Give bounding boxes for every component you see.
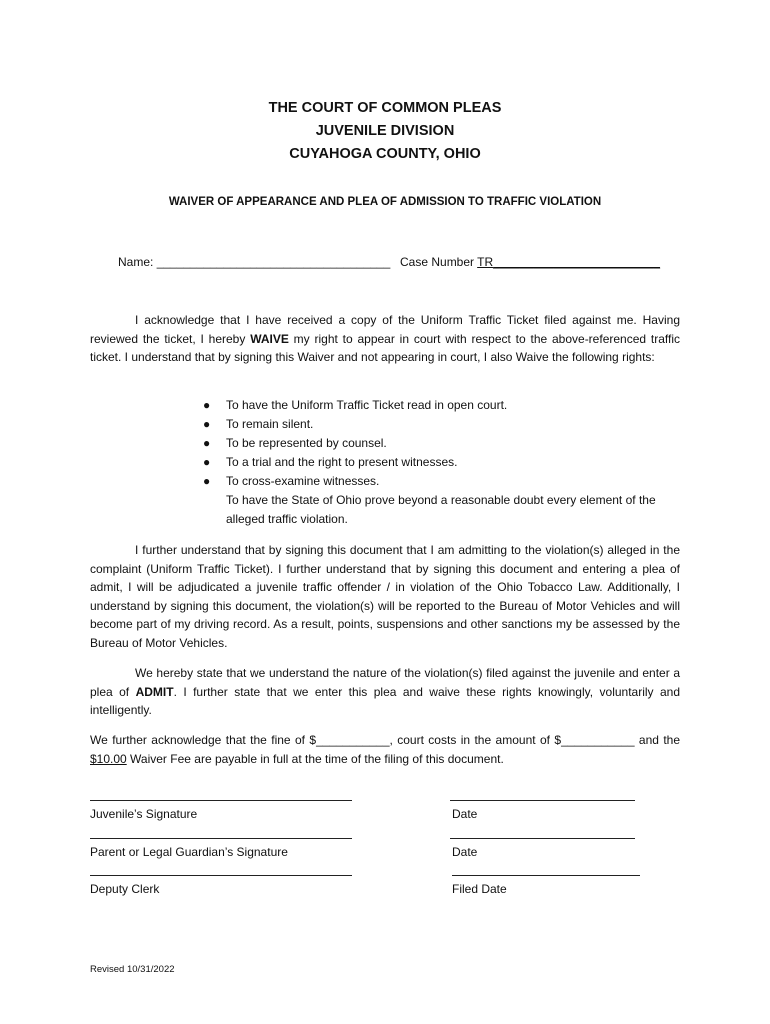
bullet-icon: ● [203,417,211,431]
list-item: ● To have the Uniform Traffic Ticket read in open court. [203,396,673,415]
revision-date: Revised 10/31/2022 [90,964,175,975]
list-item: ● To cross-examine witnesses. [203,472,673,491]
filed-date-label: Filed Date [452,882,507,896]
case-number-field[interactable] [400,255,660,269]
name-field[interactable] [118,255,390,269]
para1-text-a: I acknowledge that I have received a copy of the Uniform Traffic Ticket filed against me. Having reviewed the ticket, I hereby [90,313,680,346]
division-name: JUVENILE DIVISION [315,123,455,139]
bullet-icon: ● [203,455,211,469]
case-number-blank[interactable]: _________________________ [493,255,661,269]
para4-text-a: We further acknowledge that the fine of $___________, court costs in the amount of $___________ and the [90,733,680,747]
bullet-icon: ● [203,398,211,412]
list-item: To have the State of Ohio prove beyond a reasonable doubt every element of the alleged traffic violation. [226,493,656,526]
name-label: Name: [118,255,154,269]
list-item: ● To a trial and the right to present witnesses. [203,453,673,472]
para1-text-b: my right to appear in court with respect to the above-referenced traffic ticket. I understand that by signing this Waiver and not appearing in court, I also Waive the following rights: [90,331,680,365]
filed-date-line[interactable] [452,875,640,876]
date-label-2: Date [452,845,478,859]
juvenile-signature-line[interactable] [90,800,352,801]
case-number-label: Case Number [400,255,475,269]
admission-paragraph: I further understand that by signing this document that I am admitting to the violation(s) alleged in the complaint (Uniform Traffic Ticket). I further understand that by signing this document and entering a plea of admit, I will be adjudicated a juvenile traffic offender / in violation of the Ohio Tobacco Law. Additionally, I understand by signing this document, the violation(s) will be reported to the Bureau of Motor Vehicles and will become part of my driving record. As a result, points, suspensions and other sanctions my be assessed by the Bureau of Motor Vehicles. [90,543,680,650]
guardian-signature-line[interactable] [90,838,352,839]
para3-text-b: . I further state that we enter this plea and waive these rights knowingly, voluntarily and intelligently. [90,684,680,718]
case-number-prefix: TR [477,255,494,269]
para3-text-a: We hereby state that we understand the nature of the violation(s) filed against the juvenile and enter a plea of [90,666,680,699]
juvenile-signature-label: Juvenile’s Signature [90,807,198,821]
para4-text-b: Waiver Fee are payable in full at the time of the filing of this document. [126,751,504,766]
fine-paragraph [90,731,680,768]
para3-admit: ADMIT [135,684,174,699]
court-header [0,97,770,166]
county-name: CUYAHOGA COUNTY, OHIO [289,146,481,162]
deputy-clerk-label: Deputy Clerk [90,882,160,896]
rights-list [203,396,673,529]
waiver-fee-amount: $10.00 [90,751,127,766]
list-item: ● To remain silent. [203,415,673,434]
list-item: ● To be represented by counsel. [203,434,673,453]
guardian-signature-label: Parent or Legal Guardian’s Signature [90,845,288,859]
bullet-icon: ● [203,436,211,450]
acknowledgement-paragraph [90,311,680,367]
date-line-2[interactable] [450,838,635,839]
court-name: THE COURT OF COMMON PLEAS [268,100,502,116]
plea-paragraph [90,664,680,720]
deputy-clerk-line[interactable] [90,875,352,876]
bullet-icon: ● [203,474,211,488]
date-label-1: Date [452,807,478,821]
name-blank[interactable]: ___________________________________ [156,255,391,269]
para1-waive: WAIVE [250,331,289,346]
document-title: WAIVER OF APPEARANCE AND PLEA OF ADMISSION TO TRAFFIC VIOLATION [168,196,602,208]
date-line-1[interactable] [450,800,635,801]
